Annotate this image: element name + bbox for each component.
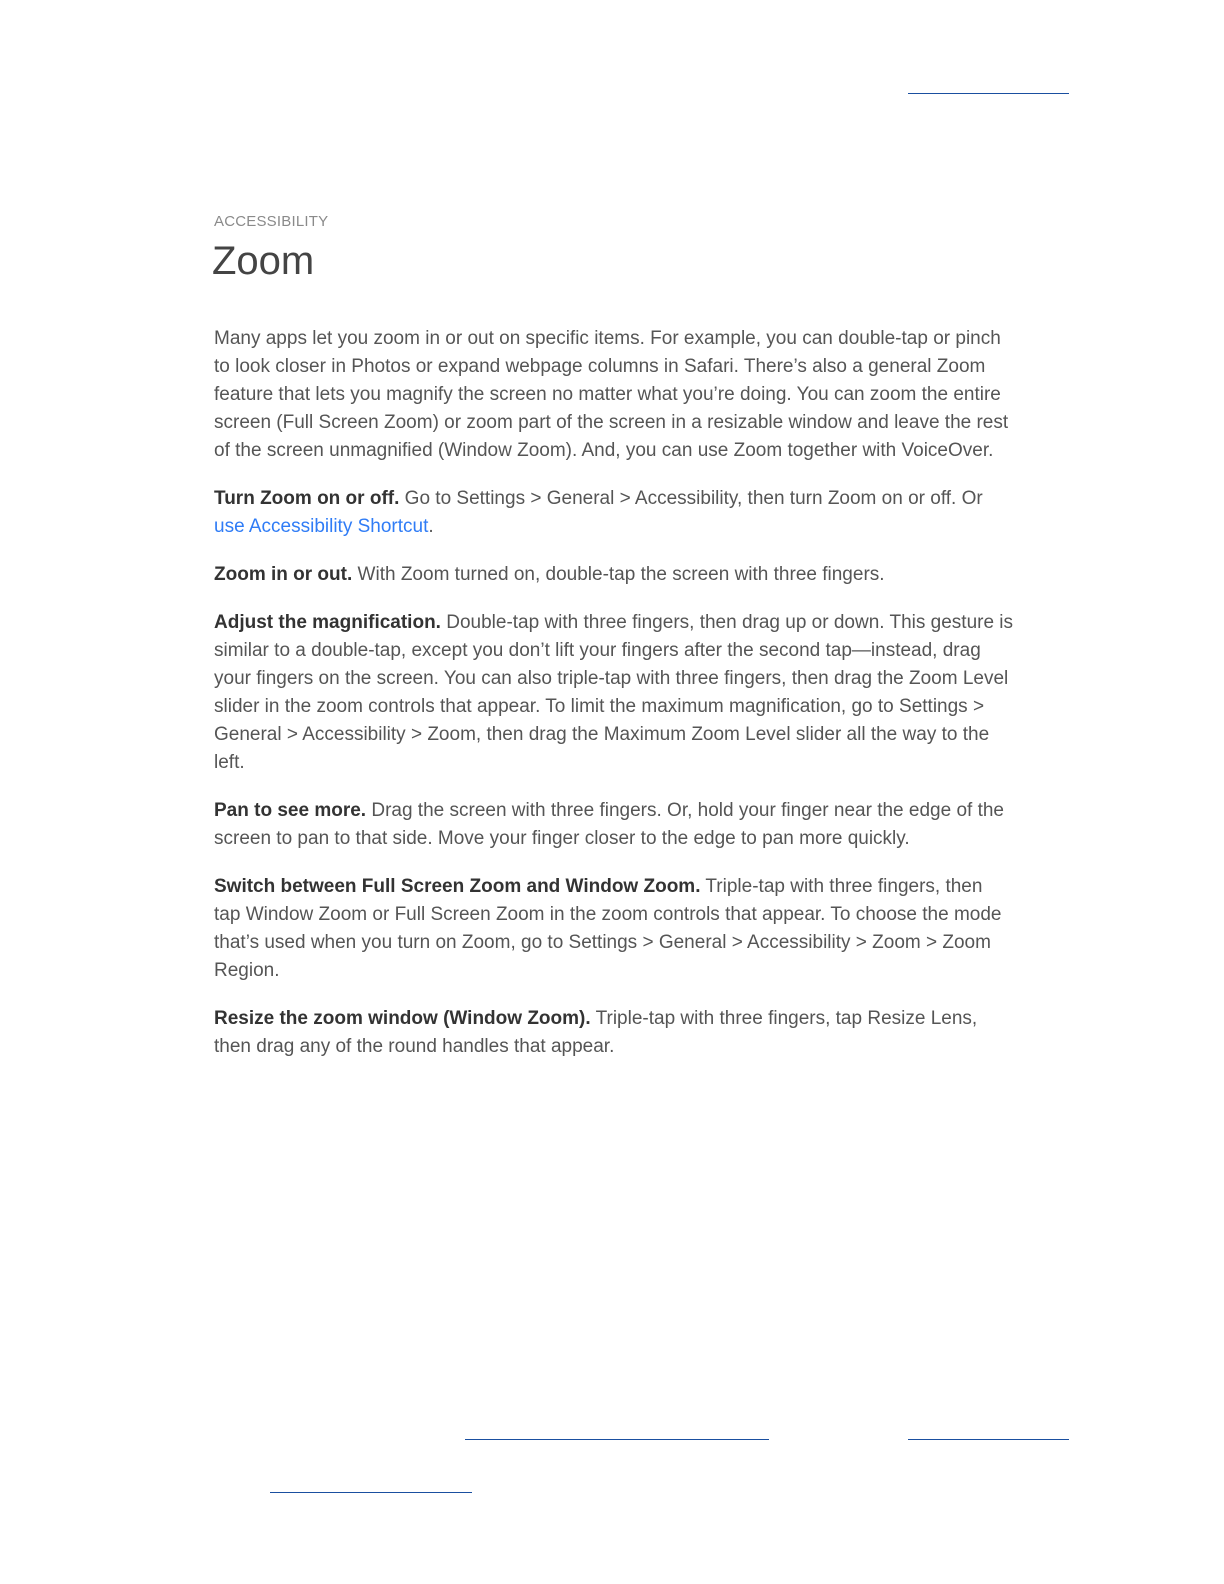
page-title: Zoom xyxy=(212,239,315,283)
footer-rule-right xyxy=(908,1439,1069,1440)
resize-window-paragraph xyxy=(214,1005,1014,1061)
accessibility-shortcut-link[interactable]: use Accessibility Shortcut xyxy=(214,516,429,537)
pan-text: Drag the screen with three fingers. Or, hold your finger near the edge of the screen to pan to that side. Move your finger closer to the edge to pan more quickly. xyxy=(214,800,1004,849)
turn-zoom-text: Go to Settings > General > Accessibility, then turn Zoom on or off. Or xyxy=(399,488,983,509)
switch-zoom-text: Triple-tap with three fingers, then tap Window Zoom or Full Screen Zoom in the zoom controls that appear. To choose the mode that’s used when you turn on Zoom, go to Settings > General > Accessibility > Zoom > Zoom Region. xyxy=(214,876,1002,981)
adjust-magnification-paragraph xyxy=(214,609,1014,777)
header-rule xyxy=(908,93,1069,94)
turn-zoom-lead: Turn Zoom on or off. xyxy=(214,488,400,509)
switch-zoom-lead: Switch between Full Screen Zoom and Window Zoom. xyxy=(214,876,701,897)
resize-window-lead: Resize the zoom window (Window Zoom). xyxy=(214,1008,591,1029)
article xyxy=(214,213,1014,1061)
intro-paragraph: Many apps let you zoom in or out on specific items. For example, you can double-tap or pinch to look closer in Photos or expand webpage columns in Safari. There’s also a general Zoom feature that lets you magnify the screen no matter what you’re doing. You can zoom the entire screen (Full Screen Zoom) or zoom part of the screen in a resizable window and leave the rest of the screen unmagnified (Window Zoom). And, you can use Zoom together with VoiceOver. xyxy=(214,328,1009,461)
zoom-in-out-paragraph xyxy=(214,561,1014,589)
adjust-magnification-text: Double-tap with three fingers, then drag up or down. This gesture is similar to a double-tap, except you don’t lift your fingers after the second tap—instead, drag your fingers on the screen. You can also triple-tap with three fingers, then drag the Zoom Level slider in the zoom controls that appear. To limit the maximum magnification, go to Settings > General > Accessibility > Zoom, then drag the Maximum Zoom Level slider all the way to the left. xyxy=(214,612,1014,773)
pan-lead: Pan to see more. xyxy=(214,800,367,821)
zoom-in-out-lead: Zoom in or out. xyxy=(214,564,353,585)
resize-window-text: Triple-tap with three fingers, tap Resize Lens, then drag any of the round handles that appear. xyxy=(214,1008,978,1057)
section-eyebrow: ACCESSIBILITY xyxy=(214,213,329,230)
turn-zoom-after: . xyxy=(428,516,434,537)
footer-rule-left xyxy=(270,1492,472,1493)
switch-zoom-paragraph xyxy=(214,873,1014,985)
pan-paragraph xyxy=(214,797,1014,853)
adjust-magnification-lead: Adjust the magnification. xyxy=(214,612,441,633)
turn-zoom-paragraph xyxy=(214,485,1014,541)
zoom-in-out-text: With Zoom turned on, double-tap the screen with three fingers. xyxy=(352,564,885,585)
footer-rule-middle xyxy=(465,1439,769,1440)
